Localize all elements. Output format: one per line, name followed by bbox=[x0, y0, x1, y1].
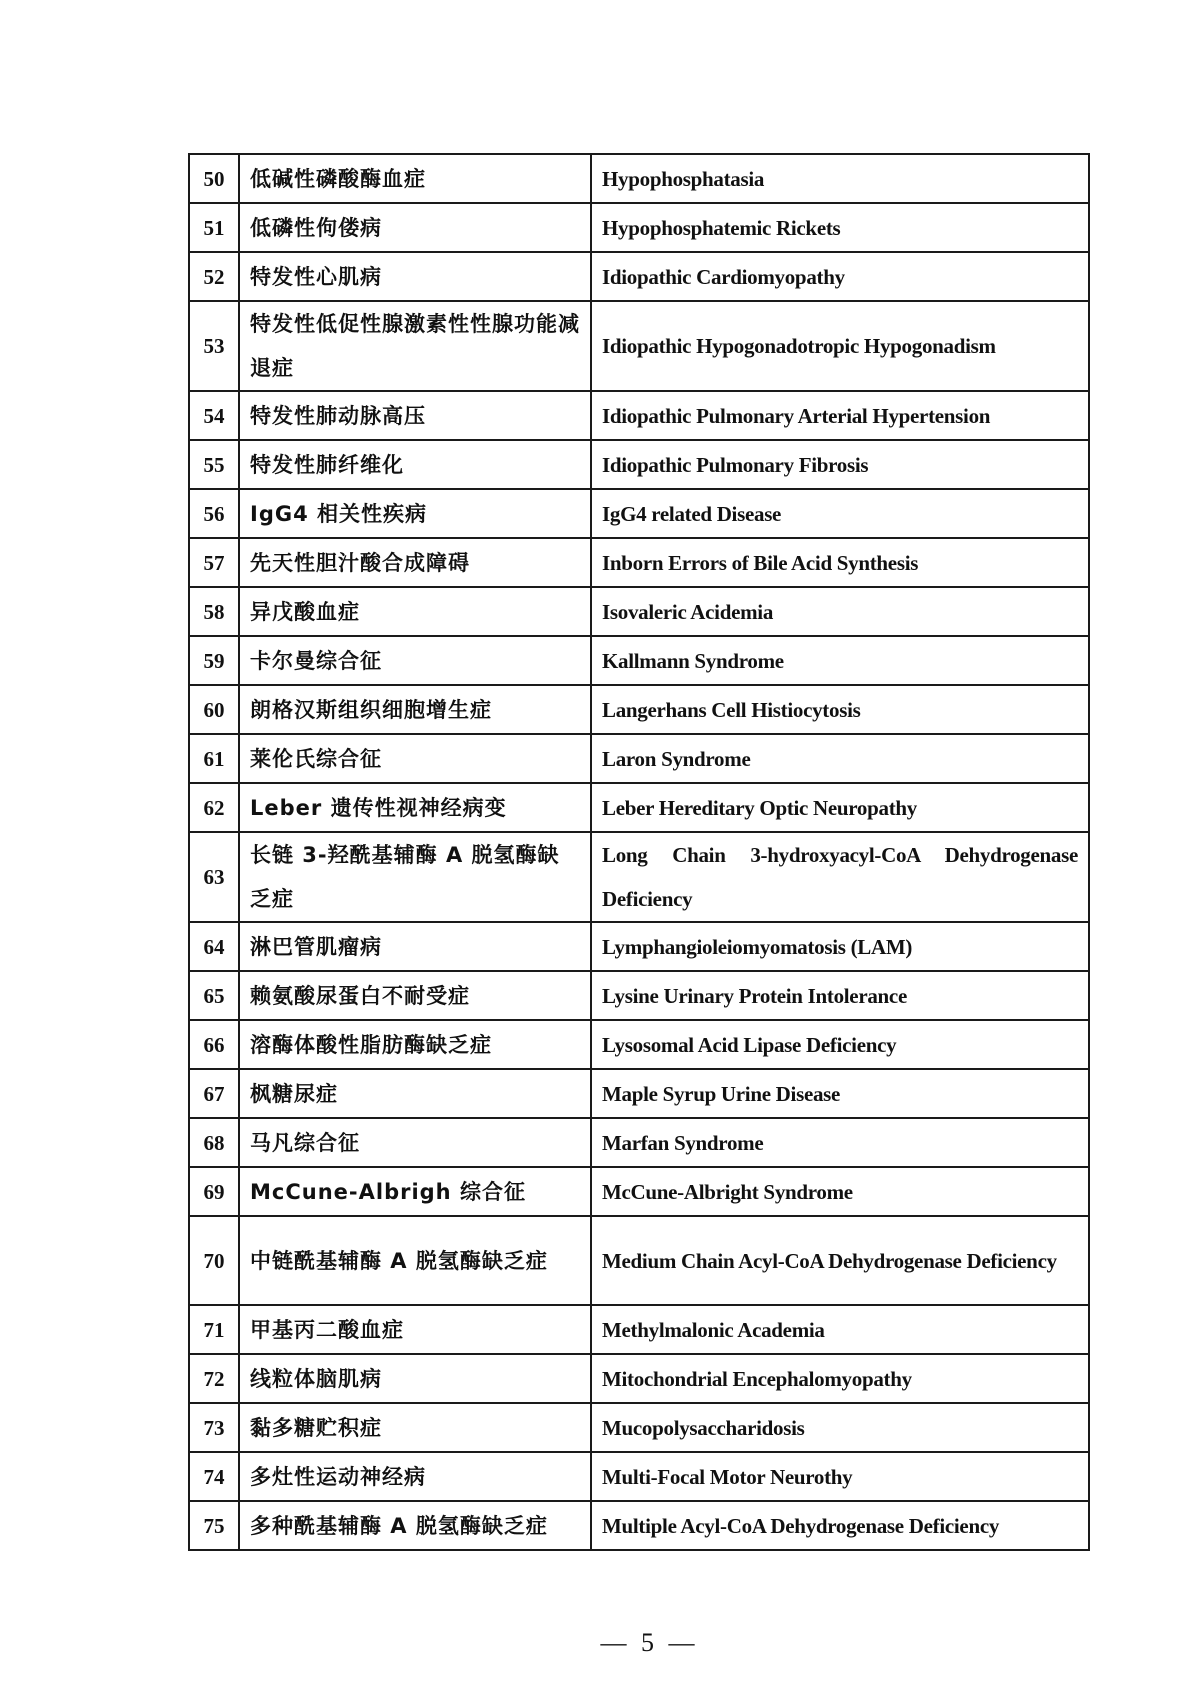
english-name: Langerhans Cell Histiocytosis bbox=[591, 685, 1089, 734]
english-name: Long Chain 3-hydroxyacyl-CoA Dehydrogenase Deficiency bbox=[591, 832, 1089, 922]
row-number: 73 bbox=[189, 1403, 239, 1452]
table-row bbox=[189, 971, 1089, 1020]
english-name: Idiopathic Cardiomyopathy bbox=[591, 252, 1089, 301]
page-number: — 5 — bbox=[600, 1628, 699, 1657]
chinese-name: 特发性低促性腺激素性性腺功能减退症 bbox=[239, 301, 591, 391]
table-row bbox=[189, 1216, 1089, 1305]
english-name: Laron Syndrome bbox=[591, 734, 1089, 783]
row-number: 52 bbox=[189, 252, 239, 301]
table-row bbox=[189, 832, 1089, 922]
table-row bbox=[189, 154, 1089, 203]
english-name: Mitochondrial Encephalomyopathy bbox=[591, 1354, 1089, 1403]
rare-disease-table bbox=[188, 153, 1090, 1551]
english-name: Maple Syrup Urine Disease bbox=[591, 1069, 1089, 1118]
table-row bbox=[189, 1167, 1089, 1216]
english-name: Hypophosphatasia bbox=[591, 154, 1089, 203]
chinese-name: 甲基丙二酸血症 bbox=[239, 1305, 591, 1354]
english-name: Lysine Urinary Protein Intolerance bbox=[591, 971, 1089, 1020]
table-row bbox=[189, 440, 1089, 489]
table-row bbox=[189, 489, 1089, 538]
english-name: Isovaleric Acidemia bbox=[591, 587, 1089, 636]
row-number: 59 bbox=[189, 636, 239, 685]
english-name: McCune-Albright Syndrome bbox=[591, 1167, 1089, 1216]
chinese-name: 莱伦氏综合征 bbox=[239, 734, 591, 783]
chinese-name: 溶酶体酸性脂肪酶缺乏症 bbox=[239, 1020, 591, 1069]
table-row bbox=[189, 1069, 1089, 1118]
table-row bbox=[189, 587, 1089, 636]
english-name: Medium Chain Acyl-CoA Dehydrogenase Deficiency bbox=[591, 1216, 1089, 1305]
chinese-name: IgG4 相关性疾病 bbox=[239, 489, 591, 538]
row-number: 66 bbox=[189, 1020, 239, 1069]
chinese-name: 特发性肺动脉高压 bbox=[239, 391, 591, 440]
row-number: 74 bbox=[189, 1452, 239, 1501]
english-name: Kallmann Syndrome bbox=[591, 636, 1089, 685]
chinese-name: 多灶性运动神经病 bbox=[239, 1452, 591, 1501]
table-row bbox=[189, 1403, 1089, 1452]
english-name: Multiple Acyl-CoA Dehydrogenase Deficiency bbox=[591, 1501, 1089, 1550]
english-name: Mucopolysaccharidosis bbox=[591, 1403, 1089, 1452]
chinese-name: 线粒体脑肌病 bbox=[239, 1354, 591, 1403]
row-number: 51 bbox=[189, 203, 239, 252]
english-name: Multi-Focal Motor Neurothy bbox=[591, 1452, 1089, 1501]
table-row bbox=[189, 1118, 1089, 1167]
chinese-name: 马凡综合征 bbox=[239, 1118, 591, 1167]
table-row bbox=[189, 1354, 1089, 1403]
english-name: Marfan Syndrome bbox=[591, 1118, 1089, 1167]
row-number: 53 bbox=[189, 301, 239, 391]
row-number: 68 bbox=[189, 1118, 239, 1167]
english-name: Methylmalonic Academia bbox=[591, 1305, 1089, 1354]
table-row bbox=[189, 391, 1089, 440]
row-number: 65 bbox=[189, 971, 239, 1020]
row-number: 75 bbox=[189, 1501, 239, 1550]
row-number: 54 bbox=[189, 391, 239, 440]
english-name: Lymphangioleiomyomatosis (LAM) bbox=[591, 922, 1089, 971]
chinese-name: 异戊酸血症 bbox=[239, 587, 591, 636]
english-name: Lysosomal Acid Lipase Deficiency bbox=[591, 1020, 1089, 1069]
chinese-name: 卡尔曼综合征 bbox=[239, 636, 591, 685]
english-name: Inborn Errors of Bile Acid Synthesis bbox=[591, 538, 1089, 587]
chinese-name: 中链酰基辅酶 A 脱氢酶缺乏症 bbox=[239, 1216, 591, 1305]
table-row bbox=[189, 203, 1089, 252]
chinese-name: 多种酰基辅酶 A 脱氢酶缺乏症 bbox=[239, 1501, 591, 1550]
row-number: 60 bbox=[189, 685, 239, 734]
table-row bbox=[189, 1501, 1089, 1550]
english-name: Idiopathic Hypogonadotropic Hypogonadism bbox=[591, 301, 1089, 391]
table-row bbox=[189, 1305, 1089, 1354]
chinese-name: 低碱性磷酸酶血症 bbox=[239, 154, 591, 203]
row-number: 50 bbox=[189, 154, 239, 203]
chinese-name: 朗格汉斯组织细胞增生症 bbox=[239, 685, 591, 734]
chinese-name: 特发性心肌病 bbox=[239, 252, 591, 301]
row-number: 67 bbox=[189, 1069, 239, 1118]
chinese-name: 特发性肺纤维化 bbox=[239, 440, 591, 489]
chinese-name: 低磷性佝偻病 bbox=[239, 203, 591, 252]
row-number: 61 bbox=[189, 734, 239, 783]
table-row bbox=[189, 538, 1089, 587]
english-name: Leber Hereditary Optic Neuropathy bbox=[591, 783, 1089, 832]
row-number: 56 bbox=[189, 489, 239, 538]
row-number: 55 bbox=[189, 440, 239, 489]
table-row bbox=[189, 922, 1089, 971]
row-number: 63 bbox=[189, 832, 239, 922]
table-body bbox=[189, 154, 1089, 1550]
table-row bbox=[189, 734, 1089, 783]
chinese-name: 长链 3-羟酰基辅酶 A 脱氢酶缺乏症 bbox=[239, 832, 591, 922]
row-number: 72 bbox=[189, 1354, 239, 1403]
chinese-name: 黏多糖贮积症 bbox=[239, 1403, 591, 1452]
english-name: Hypophosphatemic Rickets bbox=[591, 203, 1089, 252]
chinese-name: McCune-Albrigh 综合征 bbox=[239, 1167, 591, 1216]
row-number: 70 bbox=[189, 1216, 239, 1305]
chinese-name: 先天性胆汁酸合成障碍 bbox=[239, 538, 591, 587]
chinese-name: Leber 遗传性视神经病变 bbox=[239, 783, 591, 832]
chinese-name: 淋巴管肌瘤病 bbox=[239, 922, 591, 971]
chinese-name: 赖氨酸尿蛋白不耐受症 bbox=[239, 971, 591, 1020]
table-row bbox=[189, 301, 1089, 391]
row-number: 71 bbox=[189, 1305, 239, 1354]
row-number: 69 bbox=[189, 1167, 239, 1216]
table-row bbox=[189, 1452, 1089, 1501]
table-row bbox=[189, 1020, 1089, 1069]
english-name: IgG4 related Disease bbox=[591, 489, 1089, 538]
table-row bbox=[189, 252, 1089, 301]
row-number: 58 bbox=[189, 587, 239, 636]
row-number: 64 bbox=[189, 922, 239, 971]
table-row bbox=[189, 685, 1089, 734]
row-number: 57 bbox=[189, 538, 239, 587]
chinese-name: 枫糖尿症 bbox=[239, 1069, 591, 1118]
row-number: 62 bbox=[189, 783, 239, 832]
table-row bbox=[189, 636, 1089, 685]
table-row bbox=[189, 783, 1089, 832]
english-name: Idiopathic Pulmonary Fibrosis bbox=[591, 440, 1089, 489]
english-name: Idiopathic Pulmonary Arterial Hypertension bbox=[591, 391, 1089, 440]
